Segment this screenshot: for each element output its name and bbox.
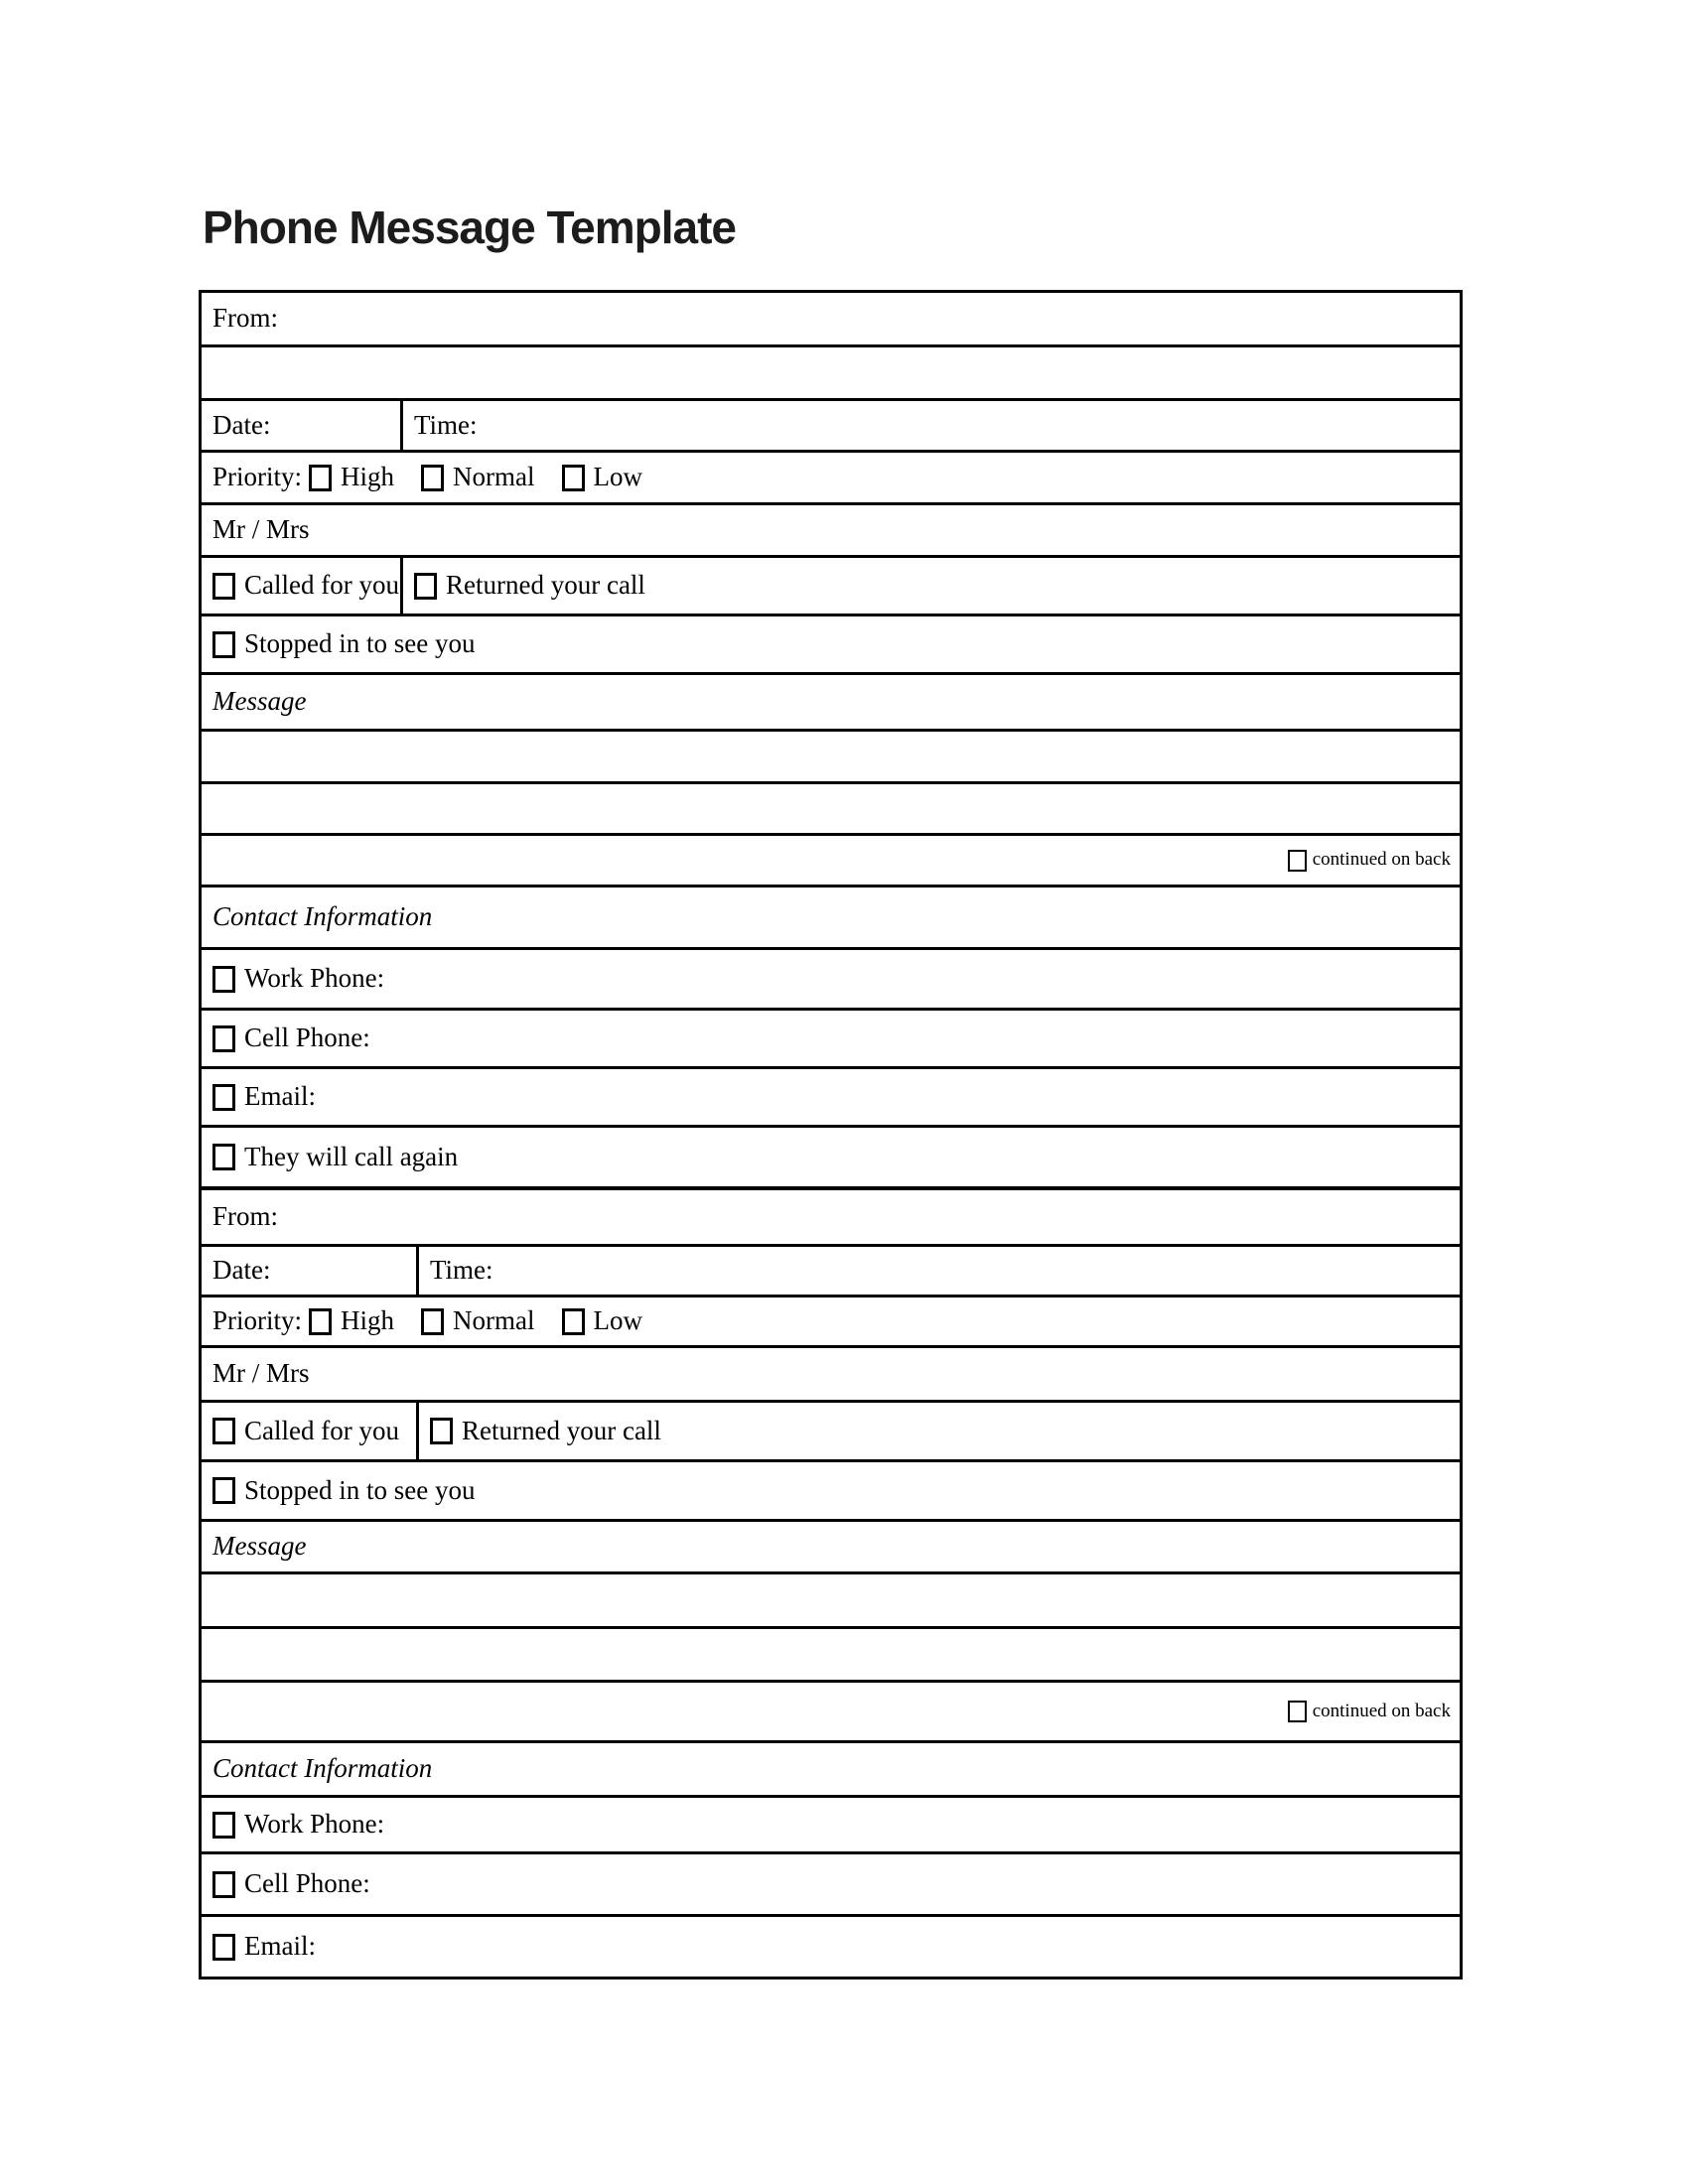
continued-on-back-label: continued on back — [1312, 1700, 1451, 1721]
phone-message-form — [199, 290, 1463, 1979]
low-label: Low — [593, 462, 642, 492]
date-cell[interactable] — [202, 1247, 419, 1295]
email-row — [202, 1066, 1460, 1125]
high-checkbox[interactable] — [309, 465, 332, 491]
stopped-in-checkbox[interactable] — [212, 1477, 235, 1504]
normal-checkbox[interactable] — [421, 1308, 444, 1335]
cell-phone-checkbox[interactable] — [212, 1025, 235, 1052]
low-checkbox[interactable] — [562, 465, 585, 491]
called-for-you-label: Called for you — [244, 570, 399, 601]
work-phone-checkbox[interactable] — [212, 1812, 235, 1839]
low-label: Low — [593, 1305, 642, 1336]
message-blank-line[interactable] — [202, 729, 1460, 781]
email-checkbox[interactable] — [212, 1934, 235, 1961]
message-blank-line[interactable] — [202, 1626, 1460, 1680]
priority-label: Priority: — [212, 1305, 303, 1336]
normal-label: Normal — [453, 462, 535, 492]
message-label: Message — [212, 1531, 307, 1562]
stopped-in-row — [202, 1459, 1460, 1519]
called-for-you-cell — [202, 1403, 419, 1459]
from-blank-line[interactable] — [202, 344, 1460, 398]
called-for-you-label: Called for you — [244, 1415, 399, 1445]
stopped-in-label: Stopped in to see you — [244, 1474, 476, 1505]
priority-high-option — [309, 463, 394, 492]
message-blank-line[interactable] — [202, 781, 1460, 833]
cell-phone-checkbox[interactable] — [212, 1871, 235, 1898]
message-label: Message — [212, 686, 307, 717]
time-label: Time: — [430, 1255, 493, 1286]
contact-information-header-row — [202, 1740, 1460, 1795]
cell-phone-row — [202, 1851, 1460, 1914]
time-cell[interactable] — [419, 1247, 1460, 1295]
work-phone-row — [202, 1795, 1460, 1851]
priority-low-option — [562, 463, 643, 492]
called-for-you-checkbox[interactable] — [212, 573, 235, 600]
stopped-in-row — [202, 614, 1460, 672]
priority-row — [202, 450, 1460, 502]
continued-on-back-row — [202, 833, 1460, 885]
from-label: From: — [212, 303, 279, 334]
continued-on-back-checkbox[interactable] — [1288, 850, 1307, 872]
returned-your-call-checkbox[interactable] — [430, 1418, 453, 1444]
stopped-in-checkbox[interactable] — [212, 631, 235, 658]
from-row — [202, 293, 1460, 344]
date-time-row — [202, 398, 1460, 450]
high-label: High — [341, 1305, 395, 1336]
priority-label: Priority: — [212, 462, 303, 492]
cell-phone-row — [202, 1008, 1460, 1066]
cell-phone-label: Cell Phone: — [244, 1023, 370, 1053]
contact-information-header-row — [202, 885, 1460, 947]
they-will-call-again-row — [202, 1125, 1460, 1186]
returned-your-call-checkbox[interactable] — [414, 573, 437, 600]
priority-normal-option — [421, 1306, 534, 1336]
low-checkbox[interactable] — [562, 1308, 585, 1335]
normal-label: Normal — [453, 1305, 535, 1336]
continued-on-back-label: continued on back — [1312, 849, 1451, 871]
returned-your-call-cell — [419, 1403, 1460, 1459]
time-cell[interactable] — [403, 401, 1460, 450]
date-cell[interactable] — [202, 401, 403, 450]
call-type-row — [202, 555, 1460, 614]
normal-checkbox[interactable] — [421, 465, 444, 491]
message-header-row — [202, 672, 1460, 729]
priority-low-option — [562, 1306, 643, 1336]
work-phone-label: Work Phone: — [244, 1809, 385, 1840]
work-phone-row — [202, 947, 1460, 1008]
call-type-row — [202, 1400, 1460, 1459]
message-blank-line[interactable] — [202, 1571, 1460, 1626]
continued-on-back-checkbox[interactable] — [1288, 1701, 1307, 1722]
email-checkbox[interactable] — [212, 1084, 235, 1111]
date-time-row — [202, 1244, 1460, 1295]
priority-normal-option — [421, 463, 534, 492]
they-will-call-again-checkbox[interactable] — [212, 1144, 235, 1170]
they-will-call-again-label: They will call again — [244, 1141, 459, 1171]
contact-information-label: Contact Information — [212, 1753, 433, 1784]
called-for-you-cell — [202, 558, 403, 614]
cell-phone-label: Cell Phone: — [244, 1868, 370, 1899]
work-phone-checkbox[interactable] — [212, 966, 235, 993]
mr-mrs-label: Mr / Mrs — [212, 514, 310, 545]
continued-on-back-row — [202, 1680, 1460, 1740]
email-label: Email: — [244, 1081, 316, 1112]
called-for-you-checkbox[interactable] — [212, 1418, 235, 1444]
email-label: Email: — [244, 1931, 316, 1962]
from-row — [202, 1186, 1460, 1244]
mr-mrs-row[interactable] — [202, 1345, 1460, 1400]
from-label: From: — [212, 1201, 279, 1232]
email-row — [202, 1914, 1460, 1977]
returned-your-call-cell — [403, 558, 1460, 614]
high-checkbox[interactable] — [309, 1308, 332, 1335]
returned-your-call-label: Returned your call — [446, 570, 645, 601]
stopped-in-label: Stopped in to see you — [244, 628, 476, 659]
priority-row — [202, 1295, 1460, 1345]
date-label: Date: — [212, 1255, 271, 1286]
returned-your-call-label: Returned your call — [462, 1415, 661, 1445]
date-label: Date: — [212, 409, 271, 440]
mr-mrs-row[interactable] — [202, 502, 1460, 555]
message-header-row — [202, 1519, 1460, 1571]
contact-information-label: Contact Information — [212, 901, 433, 932]
high-label: High — [341, 462, 395, 492]
priority-high-option — [309, 1306, 394, 1336]
mr-mrs-label: Mr / Mrs — [212, 1358, 310, 1389]
time-label: Time: — [414, 409, 478, 440]
page-title: Phone Message Template — [203, 202, 736, 253]
work-phone-label: Work Phone: — [244, 963, 385, 994]
